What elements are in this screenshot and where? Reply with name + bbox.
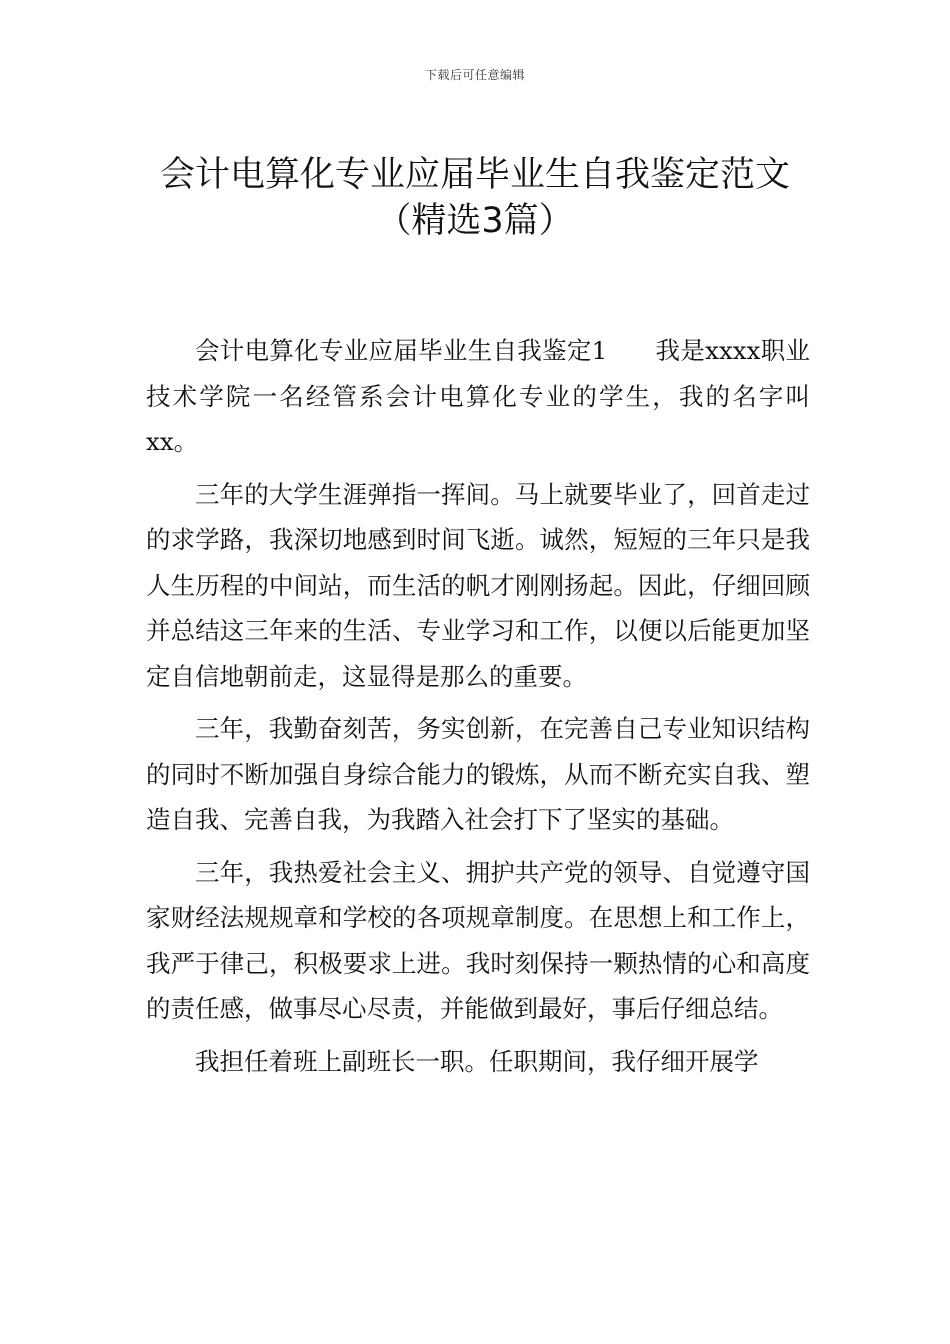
paragraph-5: 我担任着班上副班长一职。任职期间，我仔细开展学: [195, 1046, 759, 1076]
paragraph-3: 三年，我勤奋刻苦，务实创新，在完善自己专业知识结构的同时不断加强自身综合能力的锻炼，从而不断充实自我、塑造自我、完善自我，为我踏入社会打下了坚实的基础。: [146, 714, 810, 834]
document-title-line2: （精选3篇）: [376, 201, 574, 242]
paragraph-1: [146, 328, 810, 465]
header-note: 下载后可任意编辑: [424, 68, 525, 82]
document-title-line1: 会计电算化专业应届毕业生自我鉴定范文: [159, 155, 790, 196]
paragraph-4: 三年，我热爱社会主义、拥护共产党的领导、自觉遵守国家财经法规规章和学校的各项规章制度。在思想上和工作上，我严于律己，积极要求上进。我时刻保持一颗热情的心和高度的责任感，做事尽心尽责，并能做到最好，事后仔细总结。: [146, 857, 810, 1023]
paragraph-text: 我是xxxx职业技术学院一名经管系会计电算化专业的学生，我的名字叫xx。: [146, 336, 810, 456]
paragraph-2: 三年的大学生涯弹指一挥间。马上就要毕业了，回首走过的求学路，我深切地感到时间飞逝。诚然，短短的三年只是我人生历程的中间站，而生活的帆才刚刚扬起。因此，仔细回顾并总结这三年来的生活、专业学习和工作，以便以后能更加坚定自信地朝前走，这显得是那么的重要。: [146, 479, 810, 691]
section-heading: 会计电算化专业应届毕业生自我鉴定1: [195, 336, 608, 365]
document-body: [146, 328, 810, 1091]
